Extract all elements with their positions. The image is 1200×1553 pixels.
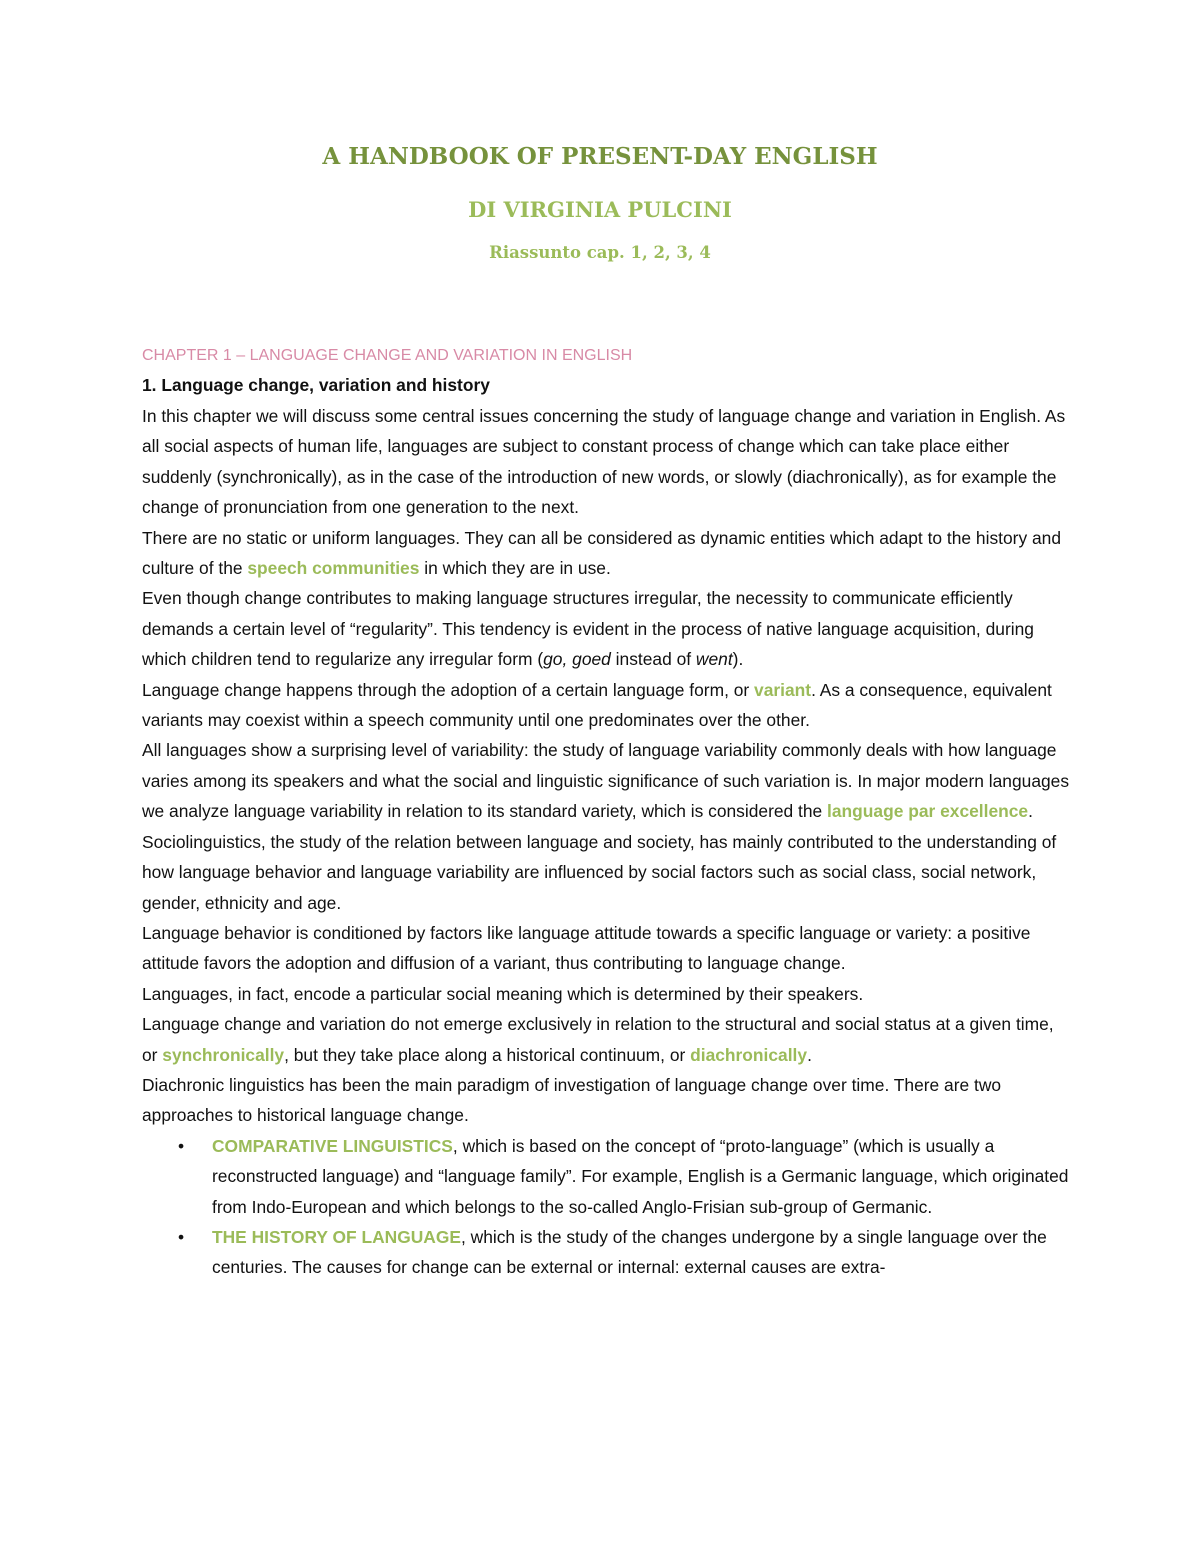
paragraph-text: There are no static or uniform languages. They can all be considered as dynamic entities which adapt to the history and culture of the bbox=[142, 527, 1062, 579]
bullet-marker: • bbox=[178, 1135, 185, 1156]
paragraph-6: Sociolinguistics, the study of the relation between language and society, has mainly contributed to the understanding of how language behavior and language variability are influenced by social factors such as social class, social network, gender, ethnicity and age. bbox=[142, 831, 1057, 913]
example-text: went bbox=[695, 649, 733, 670]
paragraph-text: in which they are in use. bbox=[419, 558, 611, 579]
paragraph-7: Language behavior is conditioned by factors like language attitude towards a specific language or variety: a positive attitude favors the adoption and diffusion of a variant, thus contributing to language change. bbox=[142, 922, 1031, 974]
paragraph-8: Languages, in fact, encode a particular social meaning which is determined by their speakers. bbox=[142, 983, 864, 1004]
document-author: DI VIRGINIA PULCINI bbox=[468, 197, 732, 222]
section-heading: 1. Language change, variation and history bbox=[142, 375, 490, 395]
paragraph-2 bbox=[142, 523, 1072, 584]
list-item-text: , which is the study of the changes undergone by a single language over the centuries. The causes for change can be external or internal: external causes are extra- bbox=[212, 1226, 1047, 1278]
paragraph-text: . bbox=[1028, 801, 1033, 822]
paragraph-5 bbox=[142, 735, 1072, 826]
term-highlight: THE HISTORY OF LANGUAGE bbox=[212, 1226, 461, 1247]
list-item-text: , which is based on the concept of “proto-language” (which is usually a reconstructed language) and “language family”. For example, English is a Germanic language, which originated from Indo-European and which belongs to the so-called Anglo-Frisian sub-group of Germanic. bbox=[212, 1135, 1069, 1217]
paragraph-3 bbox=[142, 583, 1072, 674]
paragraph-text: . bbox=[807, 1044, 812, 1065]
term-highlight: synchronically bbox=[162, 1044, 285, 1065]
chapter-heading: CHAPTER 1 – LANGUAGE CHANGE AND VARIATION IN ENGLISH bbox=[142, 347, 633, 364]
paragraph-4 bbox=[142, 675, 1072, 736]
term-highlight: COMPARATIVE LINGUISTICS bbox=[212, 1135, 453, 1156]
term-highlight: diachronically bbox=[690, 1044, 808, 1065]
term-highlight: speech communities bbox=[247, 558, 420, 579]
paragraph-9 bbox=[142, 1009, 1072, 1070]
term-highlight: variant bbox=[754, 679, 812, 700]
paragraph-text: . As a consequence, equivalent variants may coexist within a speech community until one predominates over the other. bbox=[142, 679, 1052, 731]
paragraph-text: instead of bbox=[610, 649, 696, 670]
paragraph-text: All languages show a surprising level of variability: the study of language variability commonly deals with how language varies among its speakers and what the social and linguistic significance of such variation is. In major modern languages we analyze language variability in relation to its standard variety, which is considered the bbox=[142, 740, 1070, 822]
term-highlight: language par excellence bbox=[827, 801, 1029, 822]
paragraph-text: , but they take place along a historical continuum, or bbox=[284, 1044, 691, 1065]
list-item bbox=[142, 1131, 1072, 1222]
bullet-marker: • bbox=[178, 1226, 185, 1247]
list-item bbox=[142, 1222, 1072, 1283]
paragraph-1: In this chapter we will discuss some central issues concerning the study of language change and variation in English. As all social aspects of human life, languages are subject to constant process of change which can take place either suddenly (synchronically), as in the case of the introduction of new words, or slowly (diachronically), as for example the change of pronunciation from one generation to the next. bbox=[142, 406, 1066, 518]
paragraph-text: Language change and variation do not emerge exclusively in relation to the structural and social status at a given time, or bbox=[142, 1014, 1054, 1065]
paragraph-text: ). bbox=[732, 649, 744, 670]
paragraph-text: Even though change contributes to making language structures irregular, the necessity to communicate efficiently demands a certain level of “regularity”. This tendency is evident in the process of native language acquisition, during which children tend to regularize any irregular form ( bbox=[142, 588, 1034, 670]
title-block bbox=[0, 138, 1200, 268]
example-text: go, goed bbox=[543, 649, 611, 670]
approaches-list bbox=[142, 1131, 1072, 1283]
document-title: A HANDBOOK OF PRESENT-DAY ENGLISH bbox=[322, 143, 878, 170]
document-subtitle: Riassunto cap. 1, 2, 3, 4 bbox=[489, 243, 711, 262]
document-body bbox=[142, 341, 1072, 1283]
paragraph-text: Language change happens through the adoption of a certain language form, or bbox=[142, 679, 755, 700]
paragraph-10: Diachronic linguistics has been the main paradigm of investigation of language change over time. There are two approaches to historical language change. bbox=[142, 1074, 1002, 1126]
